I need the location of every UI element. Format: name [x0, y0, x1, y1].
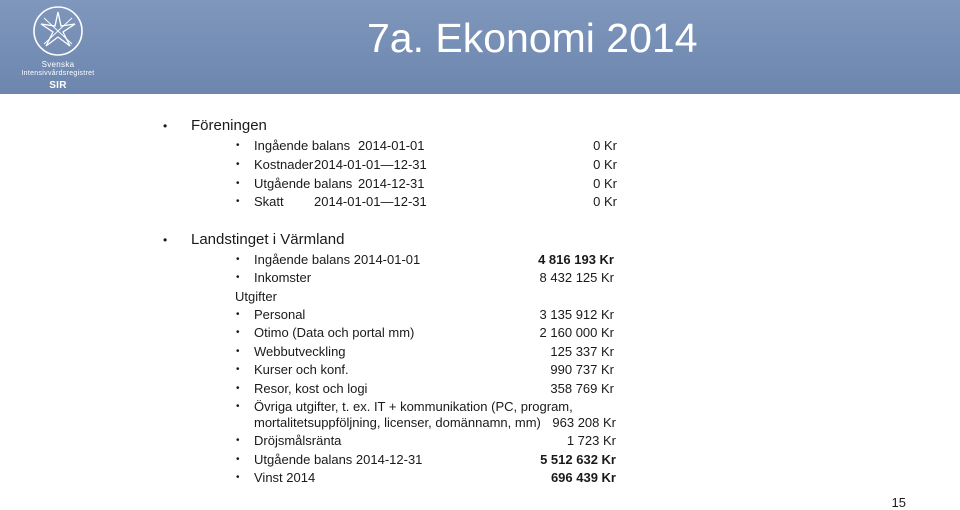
- bullet-icon: •: [236, 401, 240, 412]
- item-value: 1 723 Kr: [566, 433, 616, 448]
- item-value: 0 Kr: [593, 194, 617, 209]
- list-item: [0, 193, 960, 211]
- list-item-continuation: [0, 414, 960, 432]
- item-value: 0 Kr: [593, 157, 617, 172]
- item-value: 963 208 Kr: [552, 415, 616, 430]
- logo-text-svenska: Svenska: [41, 60, 75, 69]
- foreningen-heading: Föreningen: [191, 117, 267, 134]
- bullet-icon: •: [236, 435, 240, 446]
- item-label: Resor, kost och logi: [254, 381, 368, 396]
- item-label: Kurser och konf.: [254, 362, 349, 377]
- item-value: 358 769 Kr: [550, 381, 614, 396]
- list-item: [0, 324, 960, 342]
- list-item: [0, 156, 960, 174]
- bullet-icon: •: [236, 309, 240, 320]
- sir-logo: [8, 4, 106, 90]
- item-value: 696 439 Kr: [550, 470, 616, 485]
- bullet-icon: •: [236, 178, 240, 189]
- landstinget-heading-row: [0, 231, 960, 251]
- item-value: 990 737 Kr: [550, 362, 614, 377]
- logo-text-register: Intensivvårdsregistret: [21, 70, 95, 77]
- item-value: 4 816 193 Kr: [538, 252, 614, 267]
- item-value: 0 Kr: [593, 176, 617, 191]
- item-label: Ingående balans 2014-01-01: [254, 252, 421, 267]
- item-value: 0 Kr: [593, 138, 617, 153]
- bullet-icon: •: [236, 364, 240, 375]
- bullet-icon: •: [163, 233, 168, 247]
- item-value: 5 512 632 Kr: [540, 452, 616, 467]
- list-item: [0, 380, 960, 398]
- landstinget-heading: Landstinget i Värmland: [191, 231, 345, 248]
- list-item: [0, 432, 960, 450]
- item-date: 2014-01-01—12-31: [314, 194, 427, 209]
- item-label: Inkomster: [254, 270, 312, 285]
- item-label: Ingående balans: [254, 138, 351, 153]
- item-date: 2014-12-31: [358, 176, 425, 191]
- item-label: Utgående balans 2014-12-31: [254, 452, 423, 467]
- list-item: [0, 361, 960, 379]
- bullet-icon: •: [236, 159, 240, 170]
- list-item: [0, 175, 960, 193]
- bullet-icon: •: [236, 383, 240, 394]
- item-value: 125 337 Kr: [550, 344, 614, 359]
- list-item: [0, 451, 960, 469]
- foreningen-heading-row: [0, 117, 960, 137]
- item-label: Personal: [254, 307, 306, 322]
- item-date: 2014-01-01—12-31: [314, 157, 427, 172]
- bullet-icon: •: [163, 119, 168, 133]
- item-label: Webbutveckling: [254, 344, 346, 359]
- item-date: 2014-01-01: [358, 138, 425, 153]
- bullet-icon: •: [236, 140, 240, 151]
- bullet-icon: •: [236, 327, 240, 338]
- logo-text-sir: SIR: [49, 80, 67, 91]
- bullet-icon: •: [236, 254, 240, 265]
- item-value: 3 135 912 Kr: [539, 307, 614, 322]
- list-item: [0, 251, 960, 269]
- item-label: Otimo (Data och portal mm): [254, 325, 415, 340]
- list-item: [0, 469, 960, 487]
- item-label: Dröjsmålsränta: [254, 433, 342, 448]
- slide-title: 7a. Ekonomi 2014: [367, 15, 698, 61]
- page-number: 15: [891, 495, 906, 510]
- bullet-icon: •: [236, 196, 240, 207]
- item-value: 8 432 125 Kr: [539, 270, 614, 285]
- bullet-icon: •: [236, 454, 240, 465]
- utgifter-label: Utgifter: [235, 289, 277, 304]
- emblem-icon: [30, 4, 86, 58]
- list-item: [0, 269, 960, 287]
- utgifter-label-row: [0, 288, 960, 306]
- bullet-icon: •: [236, 472, 240, 483]
- list-item: [0, 343, 960, 361]
- item-label: Vinst 2014: [254, 470, 316, 485]
- item-label: mortalitetsuppföljning, licenser, domännamn, mm): [254, 415, 541, 430]
- item-label: Skatt: [254, 194, 284, 209]
- bullet-icon: •: [236, 346, 240, 357]
- item-label: Övriga utgifter, t. ex. IT + kommunikation (PC, program,: [254, 399, 573, 414]
- list-item: [0, 137, 960, 155]
- bullet-icon: •: [236, 272, 240, 283]
- item-label: Utgående balans: [254, 176, 353, 191]
- slide-header: [0, 0, 960, 94]
- item-value: 2 160 000 Kr: [539, 325, 614, 340]
- list-item: [0, 306, 960, 324]
- item-label: Kostnader: [254, 157, 314, 172]
